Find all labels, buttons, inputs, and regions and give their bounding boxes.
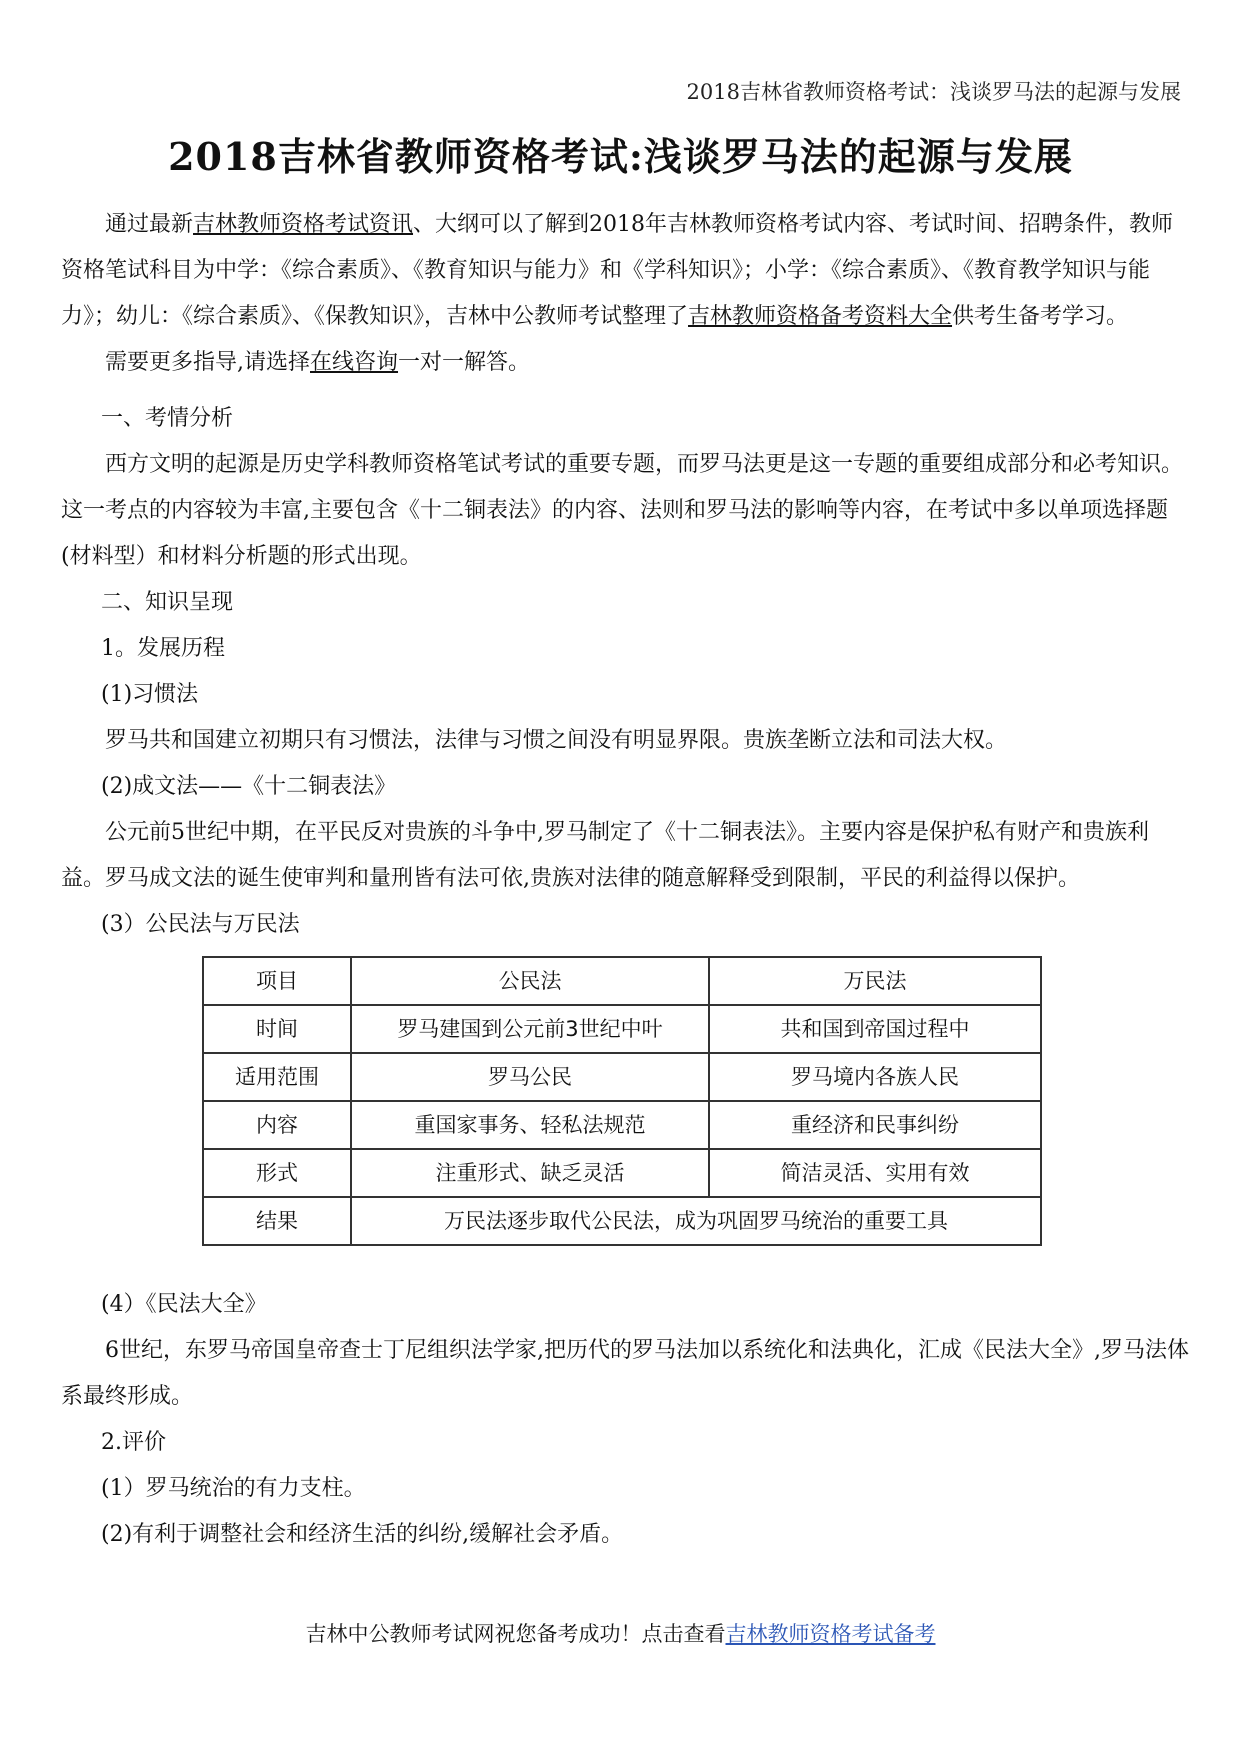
document-body <box>61 202 1189 1558</box>
subsection-development-heading: 1。发展历程 <box>101 636 225 661</box>
online-consult-link[interactable]: 在线咨询 <box>310 350 399 375</box>
table-header-cell: 项目 <box>203 957 351 1005</box>
table-result-row <box>203 1197 1041 1245</box>
item-written-law-body: 公元前5世纪中期，在平民反对贵族的斗争中,罗马制定了《十二铜表法》。主要内容是保护私有财产和贵族利益。罗马成文法的诞生使审判和量刑皆有法可依,贵族对法律的随意解释受到限制，平民的利益得以保护。 <box>61 820 1149 891</box>
table-header-cell: 公民法 <box>351 957 709 1005</box>
item-customary-law-title: (1)习惯法 <box>101 682 199 707</box>
intro-text-2: 、大纲可以了解到2018年吉林教师资格考试内容、考试时间、招聘条件，教师资格笔试科目为中学：《综合素质》、《教育知识与能力》和《学科知识》；小学：《综合素质》、《教育教学知识与能力》；幼儿：《综合素质》、《保教知识》，吉林中公教师考试整理了 <box>61 212 1174 329</box>
table-cell: 形式 <box>203 1149 351 1197</box>
table-cell: 结果 <box>203 1197 351 1245</box>
table-cell: 重国家事务、轻私法规范 <box>351 1101 709 1149</box>
table-row <box>203 1053 1041 1101</box>
item-civil-law-title: (3）公民法与万民法 <box>101 912 300 937</box>
exam-news-link[interactable]: 吉林教师资格考试资讯 <box>193 212 414 237</box>
table-cell: 重经济和民事纠纷 <box>709 1101 1041 1149</box>
table-cell: 罗马境内各族人民 <box>709 1053 1041 1101</box>
intro-text-3: 供考生备考学习。 <box>952 304 1129 329</box>
item-corpus-juris-title: (4）《民法大全》 <box>101 1292 267 1317</box>
table-cell: 注重形式、缺乏灵活 <box>351 1149 709 1197</box>
footer-text: 吉林中公教师考试网祝您备考成功！点击查看 <box>305 1622 726 1646</box>
table-cell: 时间 <box>203 1005 351 1053</box>
item-corpus-juris-body: 6世纪，东罗马帝国皇帝查士丁尼组织法学家,把历代的罗马法加以系统化和法典化，汇成《民法大全》,罗马法体系最终形成。 <box>61 1338 1189 1409</box>
document-title: 2018吉林省教师资格考试:浅谈罗马法的起源与发展 <box>168 134 1073 179</box>
table-cell: 内容 <box>203 1101 351 1149</box>
table-header-row <box>203 957 1041 1005</box>
intro-paragraph <box>61 202 1189 340</box>
table-row <box>203 1005 1041 1053</box>
consult-text-1: 需要更多指导,请选择 <box>105 350 310 375</box>
item-customary-law-body: 罗马共和国建立初期只有习惯法，法律与习惯之间没有明显界限。贵族垄断立法和司法大权。 <box>105 728 1008 753</box>
section1-body: 西方文明的起源是历史学科教师资格笔试考试的重要专题，而罗马法更是这一专题的重要组成部分和必考知识。这一考点的内容较为丰富,主要包含《十二铜表法》的内容、法则和罗马法的影响等内容，在考试中多以单项选择题(材料型）和材料分析题的形式出现。 <box>61 452 1184 569</box>
table-row <box>203 1101 1041 1149</box>
evaluation-point-2: (2)有利于调整社会和经济生活的纠纷,缓解社会矛盾。 <box>101 1522 624 1547</box>
table-header-cell: 万民法 <box>709 957 1041 1005</box>
table-cell: 罗马建国到公元前3世纪中叶 <box>351 1005 709 1053</box>
prep-materials-link[interactable]: 吉林教师资格备考资料大全 <box>688 304 953 329</box>
page-footer <box>0 1618 1241 1648</box>
intro-text-1: 通过最新 <box>105 212 194 237</box>
section1-heading: 一、考情分析 <box>101 406 234 431</box>
item-written-law-title: (2)成文法——《十二铜表法》 <box>101 774 397 799</box>
section2-heading: 二、知识呈现 <box>101 590 234 615</box>
evaluation-point-1: (1）罗马统治的有力支柱。 <box>101 1476 366 1501</box>
consult-paragraph <box>61 340 1189 386</box>
footer-prep-link[interactable]: 吉林教师资格考试备考 <box>725 1622 936 1646</box>
subsection-evaluation-heading: 2.评价 <box>101 1430 166 1455</box>
consult-text-2: 一对一解答。 <box>398 350 531 375</box>
table-cell: 适用范围 <box>203 1053 351 1101</box>
running-header: 2018吉林省教师资格考试：浅谈罗马法的起源与发展 <box>686 80 1181 104</box>
table-cell: 万民法逐步取代公民法，成为巩固罗马统治的重要工具 <box>351 1197 1041 1245</box>
table-cell: 罗马公民 <box>351 1053 709 1101</box>
table-cell: 简洁灵活、实用有效 <box>709 1149 1041 1197</box>
comparison-table <box>202 956 1042 1246</box>
table-row <box>203 1149 1041 1197</box>
table-cell: 共和国到帝国过程中 <box>709 1005 1041 1053</box>
